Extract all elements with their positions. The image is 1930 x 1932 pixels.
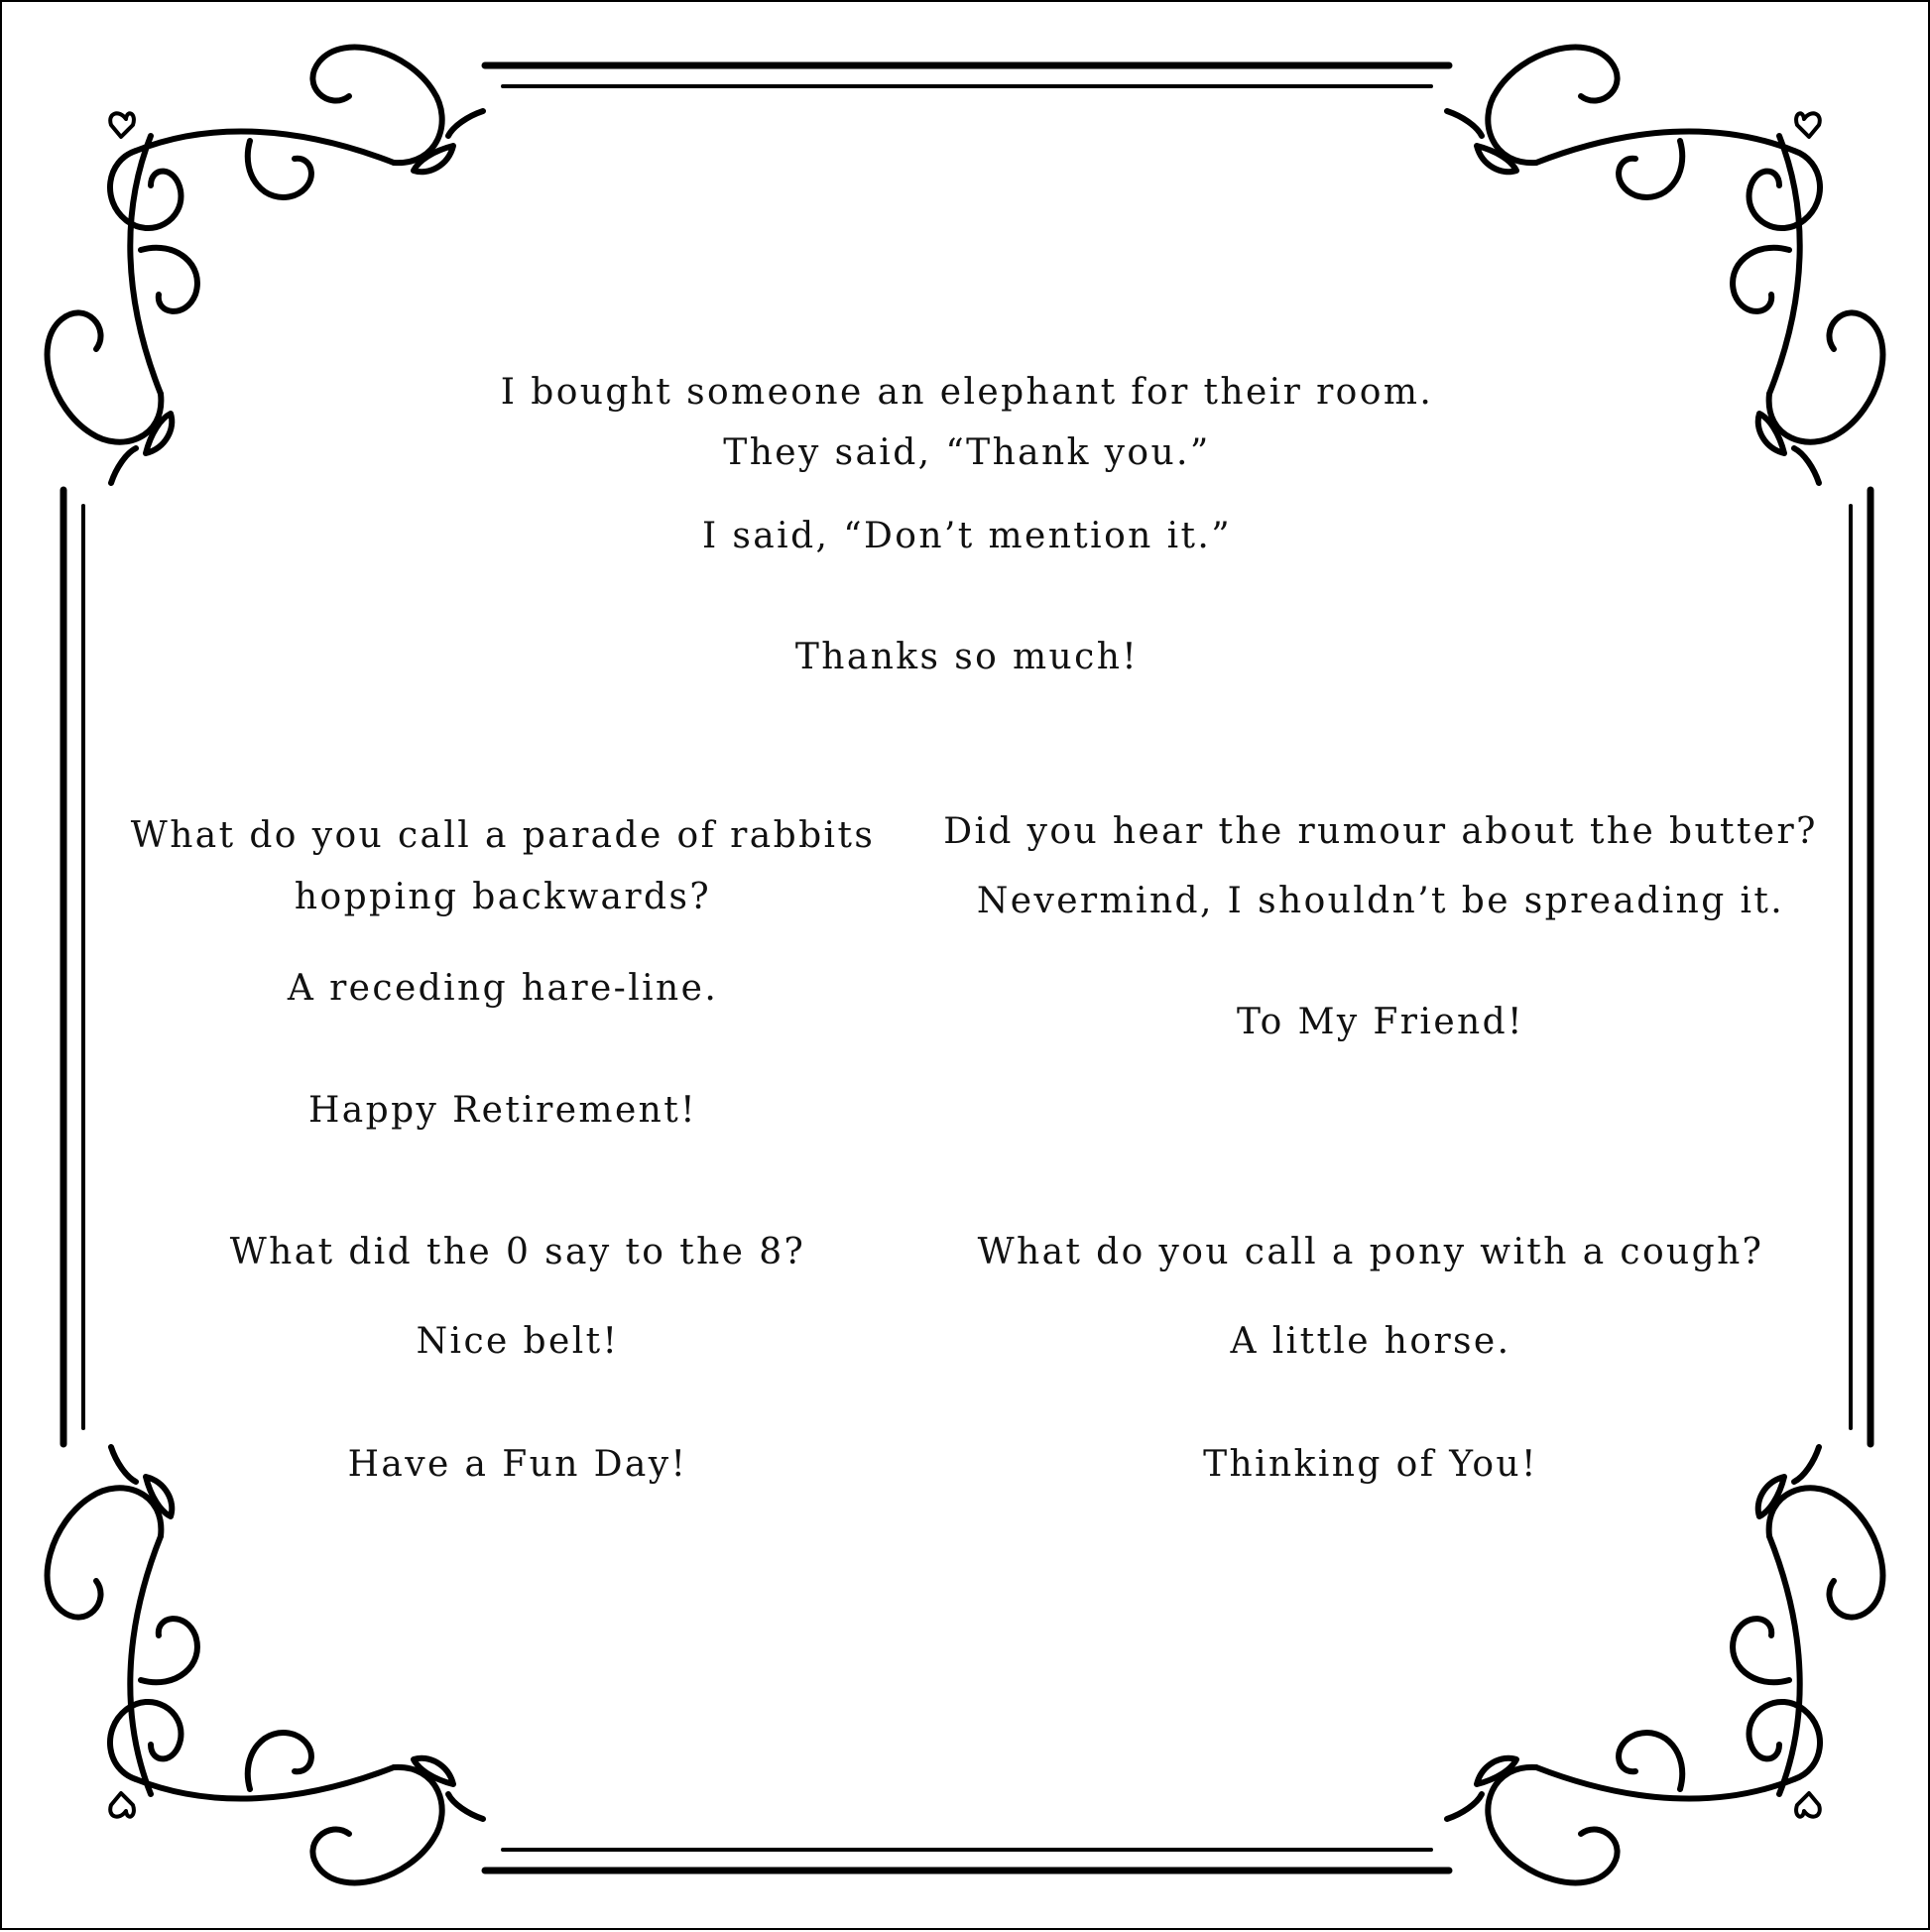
joke-line: Nevermind, I shouldn’t be spreading it. [976, 881, 1785, 921]
joke-line: What did the 0 say to the 8? [229, 1232, 806, 1272]
corner-flourish-bottom-right [1412, 1412, 1928, 1928]
punchline: A receding hare-line. [287, 968, 719, 1009]
joke-line: What do you call a pony with a cough? [977, 1232, 1764, 1272]
punchline: A little horse. [1230, 1321, 1511, 1362]
greeting: To My Friend! [1237, 1002, 1524, 1042]
punchline: Nice belt! [416, 1321, 620, 1362]
greeting: Happy Retirement! [308, 1090, 697, 1131]
greeting: Thinking of You! [1203, 1444, 1538, 1485]
joke-line: Did you hear the rumour about the butter? [943, 811, 1818, 852]
greeting: Have a Fun Day! [347, 1444, 688, 1485]
punchline: I said, “Don’t mention it.” [701, 516, 1233, 556]
greeting: Thanks so much! [794, 637, 1140, 677]
joke-line: They said, “Thank you.” [723, 432, 1211, 473]
joke-line: hopping backwards? [294, 877, 712, 917]
joke-line: What do you call a parade of rabbits [130, 815, 876, 856]
joke-line: I bought someone an elephant for their room. [500, 372, 1434, 413]
corner-flourish-bottom-left [2, 1412, 518, 1928]
